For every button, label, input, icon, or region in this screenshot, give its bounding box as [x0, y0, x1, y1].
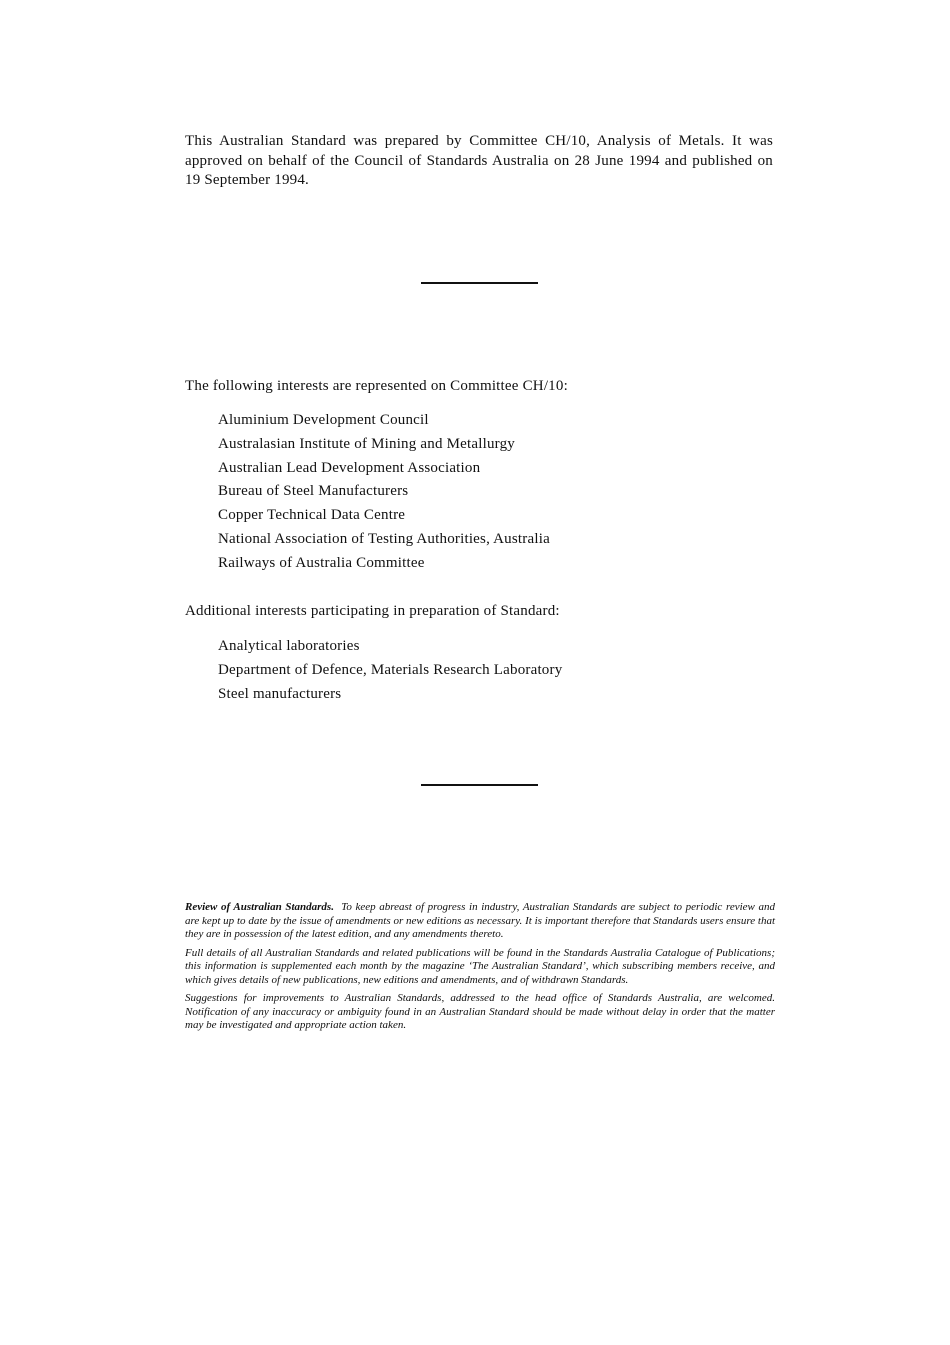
review-note — [185, 901, 775, 942]
additional-interest: Department of Defence, Materials Research Laboratory — [218, 661, 563, 678]
committee-heading: The following interests are represented on Committee CH/10: — [185, 378, 568, 394]
committee-member: National Association of Testing Authorities, Australia — [218, 530, 550, 547]
suggestions-note: Suggestions for improvements to Australian Standards, addressed to the head office of Standards Australia, are welcomed. Notification of any inaccuracy or ambiguity found in an Australian Standard should be made without delay in order that the matter may be investigated and appropriate action taken. — [185, 992, 775, 1031]
committee-member: Copper Technical Data Centre — [218, 507, 406, 524]
review-note-title: Review of Australian Standards. — [185, 901, 334, 913]
additional-interest: Steel manufacturers — [218, 685, 342, 702]
committee-member: Bureau of Steel Manufacturers — [218, 483, 409, 500]
review-note-text: To keep abreast of progress in industry, Australian Standards are subject to periodic review and are kept up to date by the issue of amendments or new editions as necessary. It is important therefore that Standards users ensure that they are in possession of the latest edition, and any amendments thereto. — [185, 901, 775, 940]
section-divider-bottom — [421, 784, 538, 786]
additional-interests-heading: Additional interests participating in preparation of Standard: — [185, 603, 560, 619]
standards-notes — [185, 901, 775, 1038]
committee-member: Australian Lead Development Association — [218, 459, 481, 476]
committee-member: Australasian Institute of Mining and Metallurgy — [218, 435, 515, 452]
additional-interest: Analytical laboratories — [218, 638, 360, 654]
catalogue-note: Full details of all Australian Standards and related publications will be found in the Standards Australia Catalogue of Publications; this information is supplemented each month by the magazine ‘The Australian Standard’, which subscribing members receive, and which gives details of new publications, new editions and amendments, and of withdrawn Standards. — [185, 946, 775, 986]
committee-member: Aluminium Development Council — [218, 412, 429, 428]
section-divider-top — [421, 282, 538, 284]
committee-member-list — [218, 409, 550, 576]
additional-interests-list — [218, 635, 562, 706]
committee-member: Railways of Australia Committee — [218, 554, 425, 571]
preparation-statement: This Australian Standard was prepared by Committee CH/10, Analysis of Metals. It was approved on behalf of the Council of Standards Australia on 28 June 1994 and published on 19 September 1994. — [185, 133, 773, 188]
